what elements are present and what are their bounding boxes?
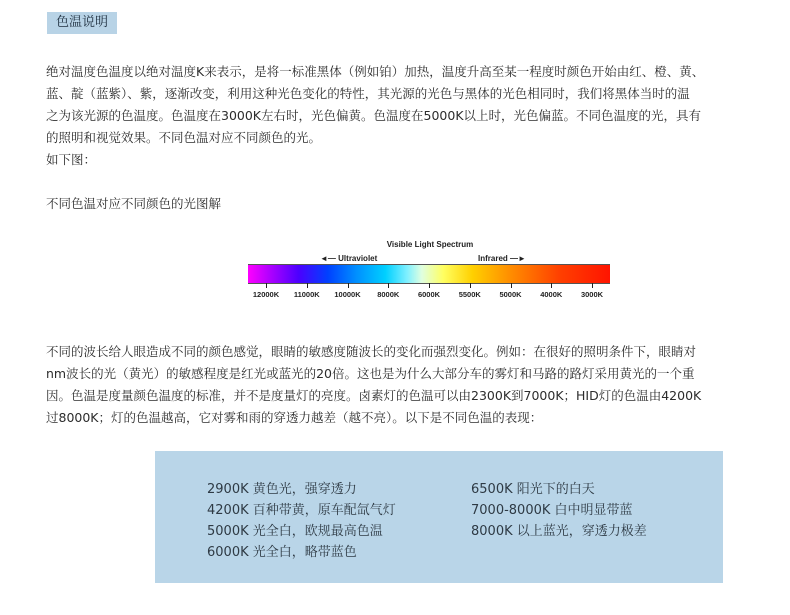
temperature-item: 7000-8000K 白中明显带蓝 [471, 503, 633, 518]
spectrum-tick-label: 11000K [293, 290, 320, 299]
ultraviolet-text: Ultraviolet [338, 254, 378, 263]
paragraph-line: nm波长的光（黄光）的敏感程度是红光或蓝光的20倍。这也是为什么大部分车的雾灯和马路的路灯采用黄光的一个重 [46, 366, 695, 381]
paragraph-line: 如下图： [46, 152, 97, 167]
paragraph-line: 因。色温是度量颜色温度的标准，并不是度量灯的亮度。卤素灯的色温可以由2300K到7000K；HID灯的色温由4200K [46, 388, 702, 403]
spectrum-tick [429, 283, 430, 288]
paragraph-line: 蓝、靛（蓝紫）、紫，逐渐改变，利用这种光色变化的特性，其光源的光色与黑体的光色相同时，我们将黑体当时的温 [46, 86, 690, 101]
left-column [207, 479, 396, 563]
spectrum-tick [348, 283, 349, 288]
temperature-item: 4200K 百种带黄，原车配氙气灯 [207, 503, 396, 518]
temperature-item: 6500K 阳光下的白天 [471, 482, 595, 497]
section-tag: 色温说明 [47, 12, 117, 34]
spectrum-tick-label: 5000K [499, 290, 522, 299]
spectrum-tick-label: 12000K [252, 290, 280, 299]
spectrum-tick-label: 3000K [580, 290, 604, 299]
spectrum-bar [248, 264, 610, 284]
arrow-right-icon: —► [510, 254, 526, 263]
spectrum-tick [388, 283, 389, 288]
spectrum-tick-label: 10000K [334, 290, 361, 299]
intro-paragraph [46, 61, 790, 171]
diagram-caption: 不同色温对应不同颜色的光图解 [46, 196, 222, 211]
spectrum-tick [551, 283, 552, 288]
spectrum-tick-label: 8000K [377, 290, 400, 299]
ultraviolet-label [320, 254, 377, 263]
wavelength-paragraph [46, 341, 790, 429]
watermark [173, 463, 189, 573]
paragraph-line: 不同的波长给人眼造成不同的颜色感觉，眼睛的敏感度随波长的变化而强烈变化。例如：在很好的照明条件下，眼睛对 [46, 344, 697, 359]
temperature-item: 6000K 光全白，略带蓝色 [207, 545, 357, 560]
spectrum-tick [592, 283, 593, 288]
infrared-text: Infrared [478, 254, 508, 263]
spectrum-tick-label: 6000K [417, 290, 441, 299]
spectrum-tick [470, 283, 471, 288]
temperature-item: 2900K 黄色光，强穿透力 [207, 482, 357, 497]
arrow-left-icon: ◄— [320, 254, 336, 263]
paragraph-line: 过8000K；灯的色温越高，它对雾和雨的穿透力越差（越不亮）。以下是不同色温的表现： [46, 410, 543, 425]
spectrum-tick-labels [240, 290, 620, 302]
spectrum-tick [307, 283, 308, 288]
paragraph-line: 的照明和视觉效果。不同色温对应不同颜色的光。 [46, 130, 322, 145]
spectrum-ticks [248, 283, 610, 289]
spectrum-tick-label: 5500K [458, 290, 481, 299]
spectrum-title: Visible Light Spectrum [386, 240, 474, 249]
temperature-item: 8000K 以上蓝光，穿透力极差 [471, 524, 647, 539]
infrared-label [478, 254, 526, 263]
spectrum-diagram [240, 238, 620, 302]
spectrum-tick [266, 283, 267, 288]
spectrum-tick [511, 283, 512, 288]
color-temperature-box [155, 451, 723, 583]
right-column [471, 479, 647, 542]
paragraph-line: 绝对温度色温度以绝对温度K来表示，是将一标准黑体（例如铂）加热，温度升高至某一程度时颜色开始由红、橙、黄、 [46, 64, 705, 79]
paragraph-line: 之为该光源的色温度。色温度在3000K左右时，光色偏黄。色温度在5000K以上时，光色偏蓝。不同色温度的光，具有 [46, 108, 702, 123]
temperature-item: 5000K 光全白，欧规最高色温 [207, 524, 383, 539]
spectrum-tick-label: 4000K [540, 290, 563, 299]
